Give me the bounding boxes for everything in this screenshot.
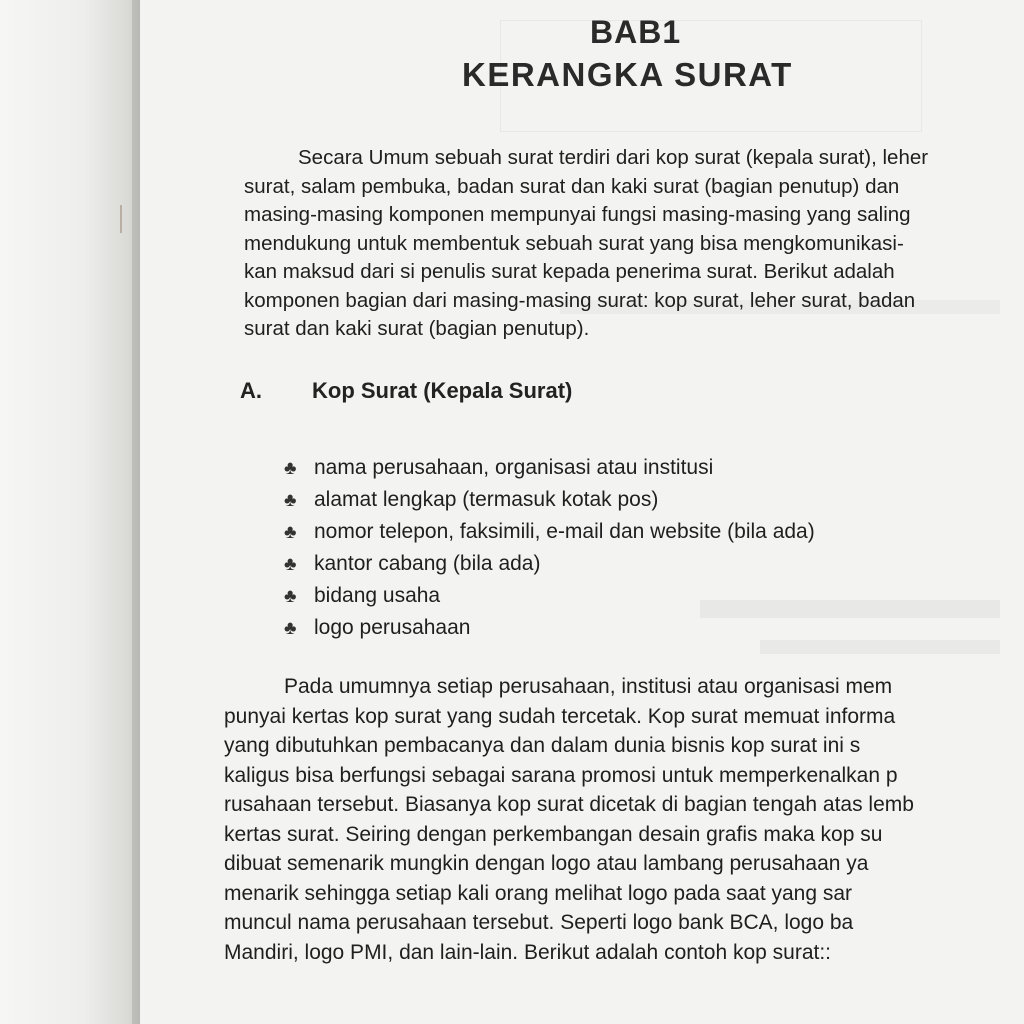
- intro-line: kan maksud dari si penulis surat kepada penerima surat. Berikut adalah: [244, 260, 895, 283]
- club-bullet-icon: ♣: [284, 490, 297, 511]
- list-item-text: bidang usaha: [314, 584, 441, 607]
- body-line: yang dibutuhkan pembacanya dan dalam dunia bisnis kop surat ini s: [224, 734, 861, 757]
- body-line: kertas surat. Seiring dengan perkembangan desain grafis maka kop su: [224, 822, 883, 846]
- section-letter: A.: [240, 378, 262, 403]
- body-line: Mandiri, logo PMI, dan lain-lain. Berikut adalah contoh kop surat::: [224, 940, 832, 964]
- body-line: punyai kertas kop surat yang sudah tercetak. Kop surat memuat informa: [224, 704, 896, 728]
- body-line: muncul nama perusahaan tersebut. Seperti logo bank BCA, logo ba: [224, 911, 854, 934]
- body-line: dibuat semenarik mungkin dengan logo atau lambang perusahaan ya: [224, 852, 869, 875]
- club-bullet-icon: ♣: [284, 586, 297, 607]
- left-facing-page: [0, 0, 140, 1024]
- intro-line: komponen bagian dari masing-masing surat: kop surat, leher surat, badan: [244, 288, 916, 312]
- chapter-title: KERANGKA SURAT: [462, 56, 793, 93]
- section-heading: [240, 378, 572, 404]
- body-line: rusahaan tersebut. Biasanya kop surat dicetak di bagian tengah atas lemb: [224, 793, 914, 816]
- club-bullet-icon: ♣: [284, 522, 297, 543]
- club-bullet-icon: ♣: [284, 458, 297, 479]
- list-item: [284, 612, 815, 644]
- intro-line: surat dan kaki surat (bagian penutup).: [244, 317, 590, 340]
- kop-surat-list: [284, 452, 815, 644]
- page-crease: [120, 205, 130, 233]
- list-item: [284, 516, 815, 548]
- section-title: Kop Surat (Kepala Surat): [312, 378, 573, 403]
- book-page: [140, 0, 1024, 1024]
- body-line: menarik sehingga setiap kali orang melihat logo pada saat yang sar: [224, 881, 853, 905]
- intro-paragraph: [244, 144, 1024, 344]
- list-item-text: kantor cabang (bila ada): [314, 552, 541, 575]
- list-item: [284, 580, 815, 612]
- list-item: [284, 452, 815, 484]
- list-item-text: nomor telepon, faksimili, e-mail dan website (bila ada): [314, 520, 815, 543]
- body-line: kaligus bisa berfungsi sebagai sarana promosi untuk memperkenalkan p: [224, 763, 898, 787]
- intro-line: Secara Umum sebuah surat terdiri dari kop surat (kepala surat), leher: [298, 146, 929, 169]
- list-item-text: logo perusahaan: [314, 616, 471, 639]
- list-item: [284, 548, 815, 580]
- intro-line: surat, salam pembuka, badan surat dan kaki surat (bagian penutup) dan: [244, 174, 900, 198]
- body-paragraph: [224, 672, 1024, 967]
- chapter-number: BAB1: [590, 14, 682, 50]
- intro-line: mendukung untuk membentuk sebuah surat yang bisa mengkomunikasi-: [244, 231, 904, 255]
- club-bullet-icon: ♣: [284, 554, 297, 575]
- list-item: [284, 484, 815, 516]
- list-item-text: alamat lengkap (termasuk kotak pos): [314, 488, 659, 511]
- list-item-text: nama perusahaan, organisasi atau institusi: [314, 456, 714, 479]
- intro-line: masing-masing komponen mempunyai fungsi masing-masing yang saling: [244, 203, 911, 226]
- club-bullet-icon: ♣: [284, 618, 297, 639]
- body-line: Pada umumnya setiap perusahaan, institusi atau organisasi mem: [284, 675, 893, 698]
